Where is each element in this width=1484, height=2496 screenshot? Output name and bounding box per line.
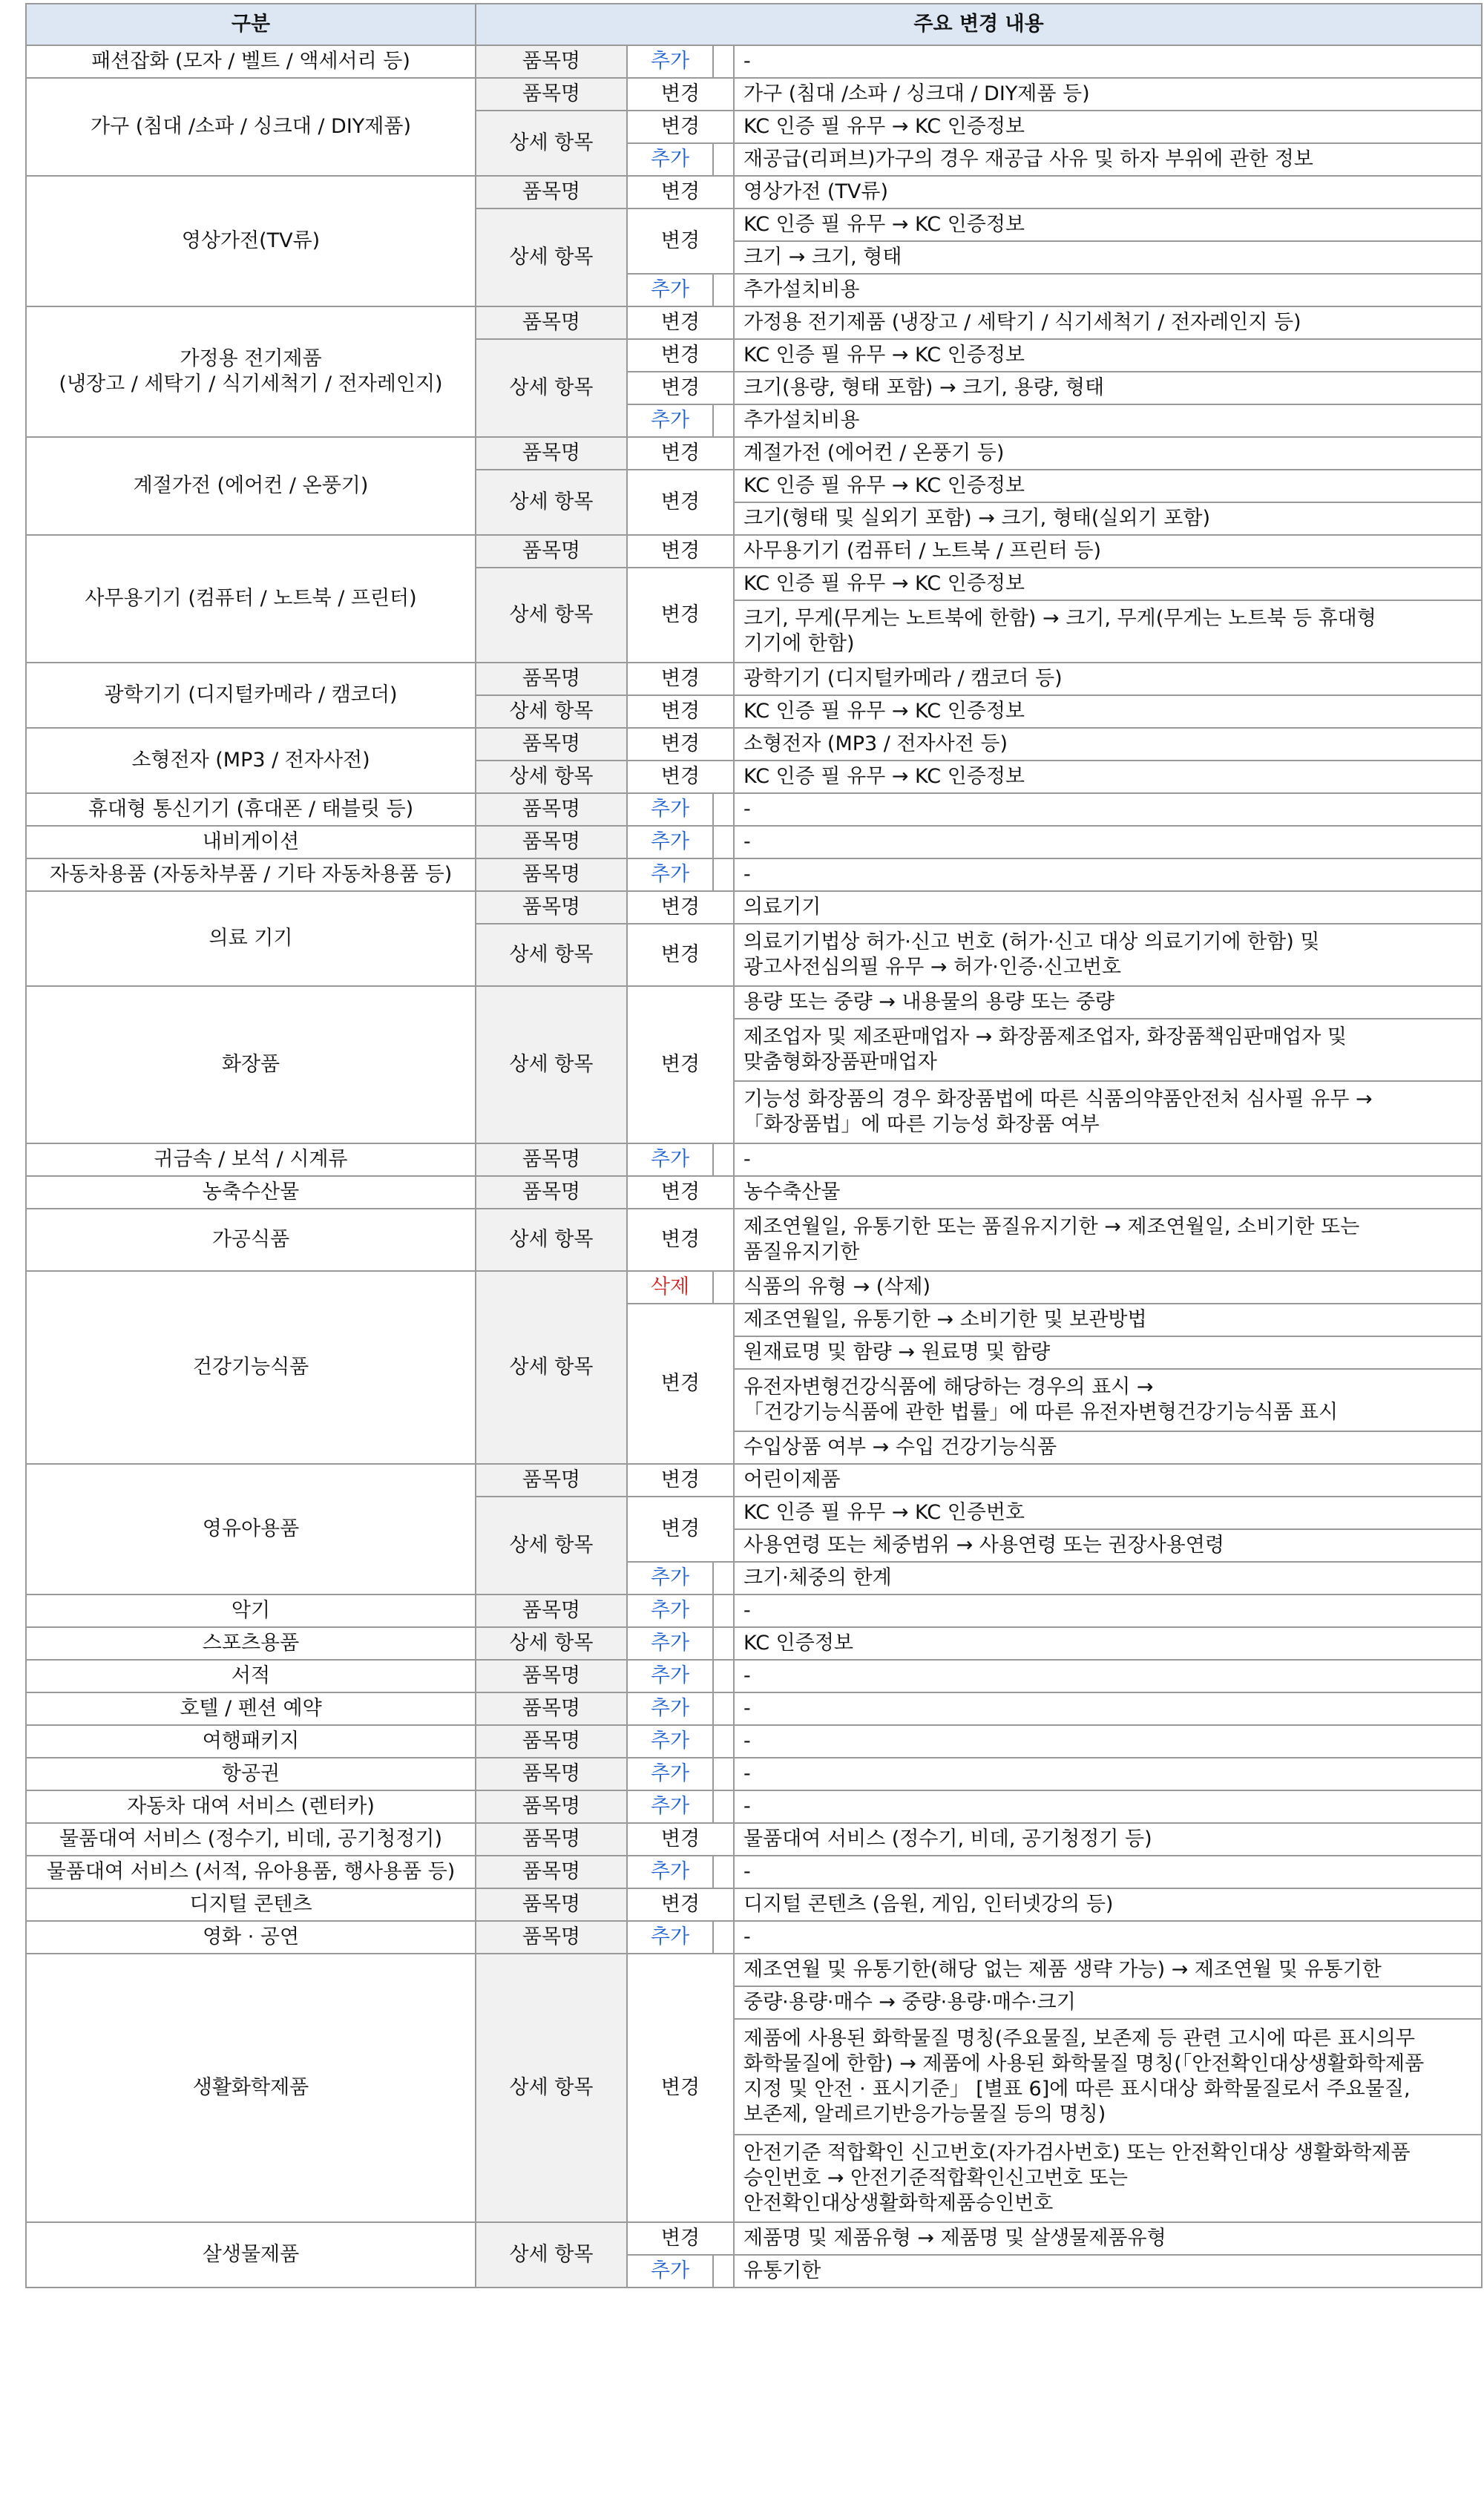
field-type-cell: 상세 항목 xyxy=(476,208,627,306)
field-type-cell: 품목명 xyxy=(476,663,627,695)
category-cell: 농축수산물 xyxy=(26,1176,476,1209)
change-desc-cell: 추가설치비용 xyxy=(734,404,1482,437)
category-cell: 디지털 콘텐츠 xyxy=(26,1888,476,1921)
field-type-cell: 품목명 xyxy=(476,78,627,111)
change-desc-cell: KC 인증 필 유무 → KC 인증정보 xyxy=(734,761,1482,793)
table-row xyxy=(26,1176,1482,1209)
change-type-cell: 추가 xyxy=(627,1692,713,1725)
change-desc-cell: - xyxy=(734,45,1482,78)
field-type-cell: 상세 항목 xyxy=(476,1954,627,2222)
gap-cell xyxy=(713,1790,734,1823)
change-type-cell: 변경 xyxy=(627,1497,734,1562)
field-type-cell: 상세 항목 xyxy=(476,2222,627,2288)
header-category: 구분 xyxy=(26,4,476,45)
change-desc-cell: 의료기기법상 허가·신고 번호 (허가·신고 대상 의료기기에 한함) 및 광고사전심의필 유무 → 허가·인증·신고번호 xyxy=(734,924,1482,986)
gap-cell xyxy=(713,2255,734,2288)
change-desc-cell: 물품대여 서비스 (정수기, 비데, 공기청정기 등) xyxy=(734,1823,1482,1856)
category-cell: 호텔 / 펜션 예약 xyxy=(26,1692,476,1725)
change-type-cell: 변경 xyxy=(627,437,734,470)
table-row xyxy=(26,858,1482,891)
change-desc-cell: 제조연월일, 유통기한 또는 품질유지기한 → 제조연월일, 소비기한 또는 품질유지기한 xyxy=(734,1209,1482,1271)
field-type-cell: 상세 항목 xyxy=(476,986,627,1143)
field-type-cell: 상세 항목 xyxy=(476,1497,627,1595)
field-type-cell: 품목명 xyxy=(476,1725,627,1758)
category-cell: 자동차용품 (자동차부품 / 기타 자동차용품 등) xyxy=(26,858,476,891)
category-cell: 살생물제품 xyxy=(26,2222,476,2288)
field-type-cell: 상세 항목 xyxy=(476,470,627,535)
change-desc-cell: 안전기준 적합확인 신고번호(자가검사번호) 또는 안전확인대상 생활화학제품 승인번호 → 안전기준적합확인신고번호 또는 안전확인대상생활화학제품승인번호 xyxy=(734,2135,1482,2222)
category-cell: 물품대여 서비스 (정수기, 비데, 공기청정기) xyxy=(26,1823,476,1856)
field-type-cell: 품목명 xyxy=(476,1856,627,1888)
category-cell: 서적 xyxy=(26,1660,476,1692)
change-desc-cell: KC 인증 필 유무 → KC 인증정보 xyxy=(734,208,1482,241)
change-desc-cell: KC 인증 필 유무 → KC 인증정보 xyxy=(734,339,1482,372)
change-type-cell: 추가 xyxy=(627,1725,713,1758)
table-row xyxy=(26,1954,1482,1986)
change-type-cell: 변경 xyxy=(627,306,734,339)
change-desc-cell: 사용연령 또는 체중범위 → 사용연령 또는 권장사용연령 xyxy=(734,1529,1482,1562)
gap-cell xyxy=(713,1725,734,1758)
change-desc-cell: - xyxy=(734,1595,1482,1627)
change-type-cell: 변경 xyxy=(627,1954,734,2222)
table-row xyxy=(26,45,1482,78)
change-desc-cell: - xyxy=(734,1692,1482,1725)
change-desc-cell: 수입상품 여부 → 수입 건강기능식품 xyxy=(734,1431,1482,1464)
change-desc-cell: 크기·체중의 한계 xyxy=(734,1562,1482,1595)
change-desc-cell: 크기 → 크기, 형태 xyxy=(734,241,1482,274)
change-type-cell: 추가 xyxy=(627,1856,713,1888)
table-row xyxy=(26,78,1482,111)
change-type-cell: 변경 xyxy=(627,1176,734,1209)
change-desc-cell: - xyxy=(734,1921,1482,1954)
change-table-sheet xyxy=(25,3,1484,2490)
change-desc-cell: 기능성 화장품의 경우 화장품법에 따른 식품의약품안전처 심사필 유무 → 「화장품법」에 따른 기능성 화장품 여부 xyxy=(734,1081,1482,1143)
field-type-cell: 품목명 xyxy=(476,1660,627,1692)
table-row xyxy=(26,1725,1482,1758)
category-cell: 영화 · 공연 xyxy=(26,1921,476,1954)
change-type-cell: 추가 xyxy=(627,1758,713,1790)
change-type-cell: 변경 xyxy=(627,1888,734,1921)
change-type-cell: 변경 xyxy=(627,111,734,143)
change-type-cell: 추가 xyxy=(627,45,713,78)
field-type-cell: 상세 항목 xyxy=(476,1271,627,1464)
change-type-cell: 변경 xyxy=(627,535,734,568)
category-cell: 의료 기기 xyxy=(26,891,476,986)
change-desc-cell: 제품에 사용된 화학물질 명칭(주요물질, 보존제 등 관련 고시에 따른 표시의무 화학물질에 한함) → 제품에 사용된 화학물질 명칭(「안전확인대상생활화학제품 지정 및 안전 · 표시기준」 [별표 6]에 따른 표시대상 화학물질로서 주요물질, 보존제, 알레르기반응가능물질 등의 명칭) xyxy=(734,2019,1482,2135)
field-type-cell: 상세 항목 xyxy=(476,1209,627,1271)
change-type-cell: 변경 xyxy=(627,663,734,695)
category-cell: 여행패키지 xyxy=(26,1725,476,1758)
category-cell: 내비게이션 xyxy=(26,826,476,858)
category-cell: 계절가전 (에어컨 / 온풍기) xyxy=(26,437,476,535)
field-type-cell: 품목명 xyxy=(476,826,627,858)
change-type-cell: 변경 xyxy=(627,78,734,111)
field-type-cell: 품목명 xyxy=(476,1823,627,1856)
table-row xyxy=(26,1271,1482,1304)
change-type-cell: 변경 xyxy=(627,1464,734,1497)
category-cell: 가구 (침대 /소파 / 싱크대 / DIY제품) xyxy=(26,78,476,176)
table-row xyxy=(26,1660,1482,1692)
change-desc-cell: 의료기기 xyxy=(734,891,1482,924)
field-type-cell: 품목명 xyxy=(476,1176,627,1209)
table-row xyxy=(26,306,1482,339)
field-type-cell: 상세 항목 xyxy=(476,924,627,986)
change-type-cell: 추가 xyxy=(627,1627,713,1660)
gap-cell xyxy=(713,793,734,826)
change-desc-cell: 유통기한 xyxy=(734,2255,1482,2288)
change-type-cell: 변경 xyxy=(627,695,734,728)
change-type-cell: 추가 xyxy=(627,143,713,176)
change-type-cell: 변경 xyxy=(627,2222,734,2255)
change-desc-cell: 유전자변형건강식품에 해당하는 경우의 표시 → 「건강기능식품에 관한 법률」에 따른 유전자변형건강기능식품 표시 xyxy=(734,1369,1482,1431)
field-type-cell: 품목명 xyxy=(476,1888,627,1921)
change-desc-cell: 식품의 유형 → (삭제) xyxy=(734,1271,1482,1304)
change-desc-cell: - xyxy=(734,1725,1482,1758)
change-desc-cell: 사무용기기 (컴퓨터 / 노트북 / 프린터 등) xyxy=(734,535,1482,568)
field-type-cell: 상세 항목 xyxy=(476,761,627,793)
change-type-cell: 변경 xyxy=(627,728,734,761)
gap-cell xyxy=(713,1143,734,1176)
category-cell: 사무용기기 (컴퓨터 / 노트북 / 프린터) xyxy=(26,535,476,663)
change-type-cell: 추가 xyxy=(627,793,713,826)
change-type-cell: 변경 xyxy=(627,761,734,793)
change-desc-cell: 소형전자 (MP3 / 전자사전 등) xyxy=(734,728,1482,761)
table-row xyxy=(26,437,1482,470)
category-cell: 화장품 xyxy=(26,986,476,1143)
change-type-cell: 변경 xyxy=(627,986,734,1143)
change-type-cell: 추가 xyxy=(627,826,713,858)
change-desc-cell: - xyxy=(734,1758,1482,1790)
field-type-cell: 품목명 xyxy=(476,728,627,761)
gap-cell xyxy=(713,1660,734,1692)
change-type-cell: 변경 xyxy=(627,470,734,535)
gap-cell xyxy=(713,826,734,858)
change-desc-cell: 제조연월일, 유통기한 → 소비기한 및 보관방법 xyxy=(734,1304,1482,1336)
field-type-cell: 상세 항목 xyxy=(476,568,627,663)
change-type-cell: 삭제 xyxy=(627,1271,713,1304)
change-desc-cell: KC 인증 필 유무 → KC 인증번호 xyxy=(734,1497,1482,1529)
change-type-cell: 변경 xyxy=(627,568,734,663)
field-type-cell: 품목명 xyxy=(476,1921,627,1954)
field-type-cell: 품목명 xyxy=(476,1464,627,1497)
table-row xyxy=(26,1595,1482,1627)
change-type-cell: 변경 xyxy=(627,924,734,986)
change-type-cell: 변경 xyxy=(627,372,734,404)
field-type-cell: 품목명 xyxy=(476,45,627,78)
change-type-cell: 변경 xyxy=(627,1209,734,1271)
change-desc-cell: 광학기기 (디지털카메라 / 캠코더 등) xyxy=(734,663,1482,695)
category-cell: 가공식품 xyxy=(26,1209,476,1271)
category-cell: 영상가전(TV류) xyxy=(26,176,476,306)
change-desc-cell: KC 인증 필 유무 → KC 인증정보 xyxy=(734,470,1482,502)
field-type-cell: 품목명 xyxy=(476,891,627,924)
change-desc-cell: 재공급(리퍼브)가구의 경우 재공급 사유 및 하자 부위에 관한 정보 xyxy=(734,143,1482,176)
gap-cell xyxy=(713,1627,734,1660)
field-type-cell: 상세 항목 xyxy=(476,111,627,176)
field-type-cell: 상세 항목 xyxy=(476,1627,627,1660)
change-type-cell: 추가 xyxy=(627,1143,713,1176)
field-type-cell: 품목명 xyxy=(476,437,627,470)
field-type-cell: 품목명 xyxy=(476,1692,627,1725)
change-desc-cell: 크기(형태 및 실외기 포함) → 크기, 형태(실외기 포함) xyxy=(734,502,1482,535)
change-desc-cell: 제조업자 및 제조판매업자 → 화장품제조업자, 화장품책임판매업자 및 맞춤형화장품판매업자 xyxy=(734,1019,1482,1081)
change-type-cell: 추가 xyxy=(627,1562,713,1595)
change-type-cell: 추가 xyxy=(627,1660,713,1692)
table-row xyxy=(26,986,1482,1019)
field-type-cell: 품목명 xyxy=(476,1595,627,1627)
gap-cell xyxy=(713,404,734,437)
gap-cell xyxy=(713,1856,734,1888)
table-row xyxy=(26,728,1482,761)
field-type-cell: 상세 항목 xyxy=(476,695,627,728)
category-cell: 귀금속 / 보석 / 시계류 xyxy=(26,1143,476,1176)
change-desc-cell: - xyxy=(734,793,1482,826)
change-desc-cell: 추가설치비용 xyxy=(734,274,1482,306)
change-type-cell: 변경 xyxy=(627,176,734,208)
table-row xyxy=(26,1758,1482,1790)
change-type-cell: 추가 xyxy=(627,2255,713,2288)
change-desc-cell: 어린이제품 xyxy=(734,1464,1482,1497)
table-row xyxy=(26,1209,1482,1271)
change-desc-cell: - xyxy=(734,1790,1482,1823)
table-row xyxy=(26,793,1482,826)
change-type-cell: 추가 xyxy=(627,1595,713,1627)
table-row xyxy=(26,1143,1482,1176)
category-cell: 악기 xyxy=(26,1595,476,1627)
category-cell: 자동차 대여 서비스 (렌터카) xyxy=(26,1790,476,1823)
change-desc-cell: 크기, 무게(무게는 노트북에 한함) → 크기, 무게(무게는 노트북 등 휴대형 기기에 한함) xyxy=(734,600,1482,663)
change-desc-cell: 가구 (침대 /소파 / 싱크대 / DIY제품 등) xyxy=(734,78,1482,111)
field-type-cell: 품목명 xyxy=(476,1758,627,1790)
field-type-cell: 품목명 xyxy=(476,535,627,568)
table-header-row xyxy=(26,4,1482,45)
gap-cell xyxy=(713,45,734,78)
change-desc-cell: 중량·용량·매수 → 중량·용량·매수·크기 xyxy=(734,1986,1482,2019)
change-type-cell: 추가 xyxy=(627,1790,713,1823)
category-cell: 광학기기 (디지털카메라 / 캠코더) xyxy=(26,663,476,728)
table-row xyxy=(26,826,1482,858)
category-cell: 패션잡화 (모자 / 벨트 / 액세서리 등) xyxy=(26,45,476,78)
change-desc-cell: - xyxy=(734,1143,1482,1176)
change-type-cell: 변경 xyxy=(627,891,734,924)
change-desc-cell: 제조연월 및 유통기한(해당 없는 제품 생략 가능) → 제조연월 및 유통기한 xyxy=(734,1954,1482,1986)
change-desc-cell: 크기(용량, 형태 포함) → 크기, 용량, 형태 xyxy=(734,372,1482,404)
field-type-cell: 품목명 xyxy=(476,306,627,339)
table-row xyxy=(26,1627,1482,1660)
field-type-cell: 품목명 xyxy=(476,793,627,826)
header-changes: 주요 변경 내용 xyxy=(476,4,1482,45)
change-type-cell: 변경 xyxy=(627,339,734,372)
change-desc-cell: - xyxy=(734,826,1482,858)
table-row xyxy=(26,1921,1482,1954)
category-cell: 소형전자 (MP3 / 전자사전) xyxy=(26,728,476,793)
gap-cell xyxy=(713,274,734,306)
change-desc-cell: 영상가전 (TV류) xyxy=(734,176,1482,208)
change-desc-cell: 농수축산물 xyxy=(734,1176,1482,1209)
field-type-cell: 품목명 xyxy=(476,1143,627,1176)
category-cell: 물품대여 서비스 (서적, 유아용품, 행사용품 등) xyxy=(26,1856,476,1888)
table-row xyxy=(26,1790,1482,1823)
category-cell: 영유아용품 xyxy=(26,1464,476,1595)
change-type-cell: 추가 xyxy=(627,274,713,306)
change-desc-cell: 용량 또는 중량 → 내용물의 용량 또는 중량 xyxy=(734,986,1482,1019)
field-type-cell: 품목명 xyxy=(476,176,627,208)
table-row xyxy=(26,1888,1482,1921)
change-type-cell: 변경 xyxy=(627,208,734,274)
gap-cell xyxy=(713,1692,734,1725)
gap-cell xyxy=(713,143,734,176)
change-desc-cell: 가정용 전기제품 (냉장고 / 세탁기 / 식기세척기 / 전자레인지 등) xyxy=(734,306,1482,339)
table-row xyxy=(26,1823,1482,1856)
category-cell: 건강기능식품 xyxy=(26,1271,476,1464)
change-type-cell: 변경 xyxy=(627,1823,734,1856)
change-desc-cell: 디지털 콘텐츠 (음원, 게임, 인터넷강의 등) xyxy=(734,1888,1482,1921)
category-cell: 생활화학제품 xyxy=(26,1954,476,2222)
change-desc-cell: - xyxy=(734,1660,1482,1692)
table-row xyxy=(26,1856,1482,1888)
category-cell: 항공권 xyxy=(26,1758,476,1790)
table-row xyxy=(26,891,1482,924)
gap-cell xyxy=(713,1271,734,1304)
table-row xyxy=(26,1692,1482,1725)
change-desc-cell: 계절가전 (에어컨 / 온풍기 등) xyxy=(734,437,1482,470)
change-type-cell: 추가 xyxy=(627,858,713,891)
change-type-cell: 추가 xyxy=(627,1921,713,1954)
change-table xyxy=(25,3,1483,2288)
category-cell: 스포츠용품 xyxy=(26,1627,476,1660)
table-row xyxy=(26,1464,1482,1497)
change-desc-cell: 원재료명 및 함량 → 원료명 및 함량 xyxy=(734,1336,1482,1369)
field-type-cell: 상세 항목 xyxy=(476,339,627,437)
change-desc-cell: - xyxy=(734,1856,1482,1888)
change-desc-cell: - xyxy=(734,858,1482,891)
change-desc-cell: KC 인증 필 유무 → KC 인증정보 xyxy=(734,568,1482,600)
gap-cell xyxy=(713,858,734,891)
gap-cell xyxy=(713,1921,734,1954)
change-desc-cell: KC 인증정보 xyxy=(734,1627,1482,1660)
table-row xyxy=(26,535,1482,568)
category-cell: 가정용 전기제품 (냉장고 / 세탁기 / 식기세척기 / 전자레인지) xyxy=(26,306,476,437)
change-desc-cell: 제품명 및 제품유형 → 제품명 및 살생물제품유형 xyxy=(734,2222,1482,2255)
gap-cell xyxy=(713,1595,734,1627)
table-row xyxy=(26,663,1482,695)
field-type-cell: 품목명 xyxy=(476,858,627,891)
change-desc-cell: KC 인증 필 유무 → KC 인증정보 xyxy=(734,111,1482,143)
change-type-cell: 추가 xyxy=(627,404,713,437)
change-desc-cell: KC 인증 필 유무 → KC 인증정보 xyxy=(734,695,1482,728)
table-row xyxy=(26,176,1482,208)
change-type-cell: 변경 xyxy=(627,1304,734,1464)
gap-cell xyxy=(713,1758,734,1790)
table-row xyxy=(26,2222,1482,2255)
gap-cell xyxy=(713,1562,734,1595)
category-cell: 휴대형 통신기기 (휴대폰 / 태블릿 등) xyxy=(26,793,476,826)
field-type-cell: 품목명 xyxy=(476,1790,627,1823)
